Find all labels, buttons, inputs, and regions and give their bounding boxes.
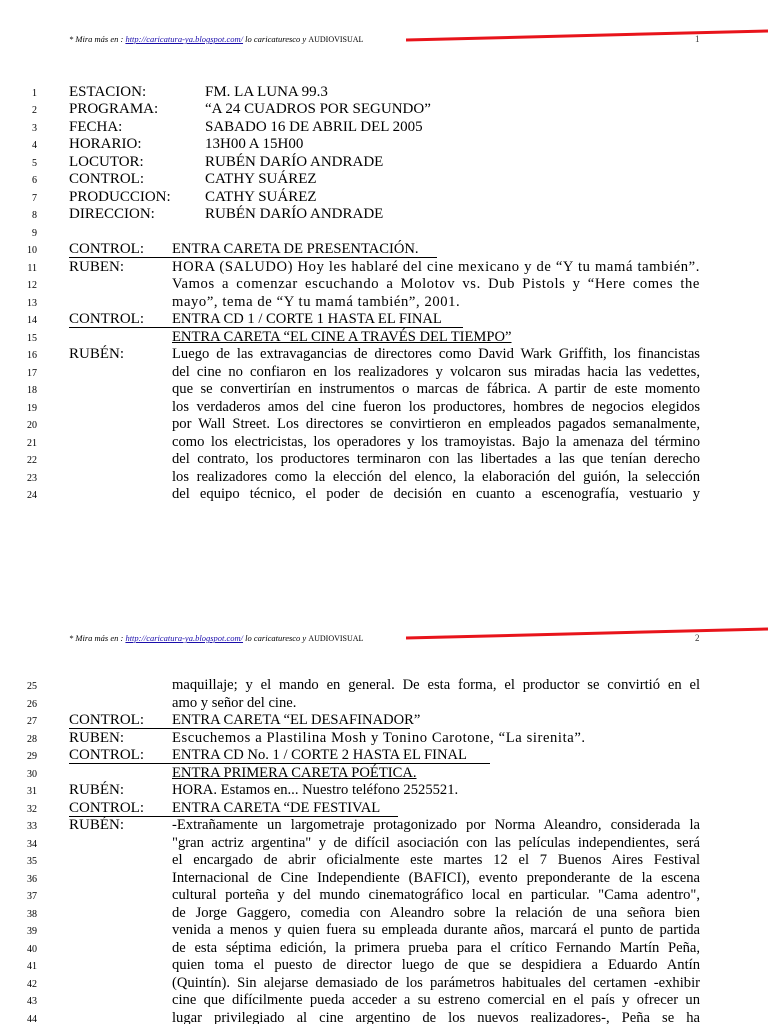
script-line <box>0 154 768 172</box>
line-number: 9 <box>32 228 37 239</box>
script-line <box>0 765 768 783</box>
cue-label-ruben: RUBEN: <box>69 259 125 275</box>
line-number: 18 <box>27 385 37 396</box>
cue-label-control: CONTROL: <box>69 747 144 763</box>
control-label: CONTROL: <box>69 171 144 187</box>
line-number: 44 <box>27 1014 37 1024</box>
line-number: 28 <box>27 734 37 745</box>
header-prefix: * Mira más en : <box>69 633 126 643</box>
line-number: 40 <box>27 944 37 955</box>
produccion-label: PRODUCCION: <box>69 189 171 205</box>
script-line <box>0 451 768 469</box>
line-number: 19 <box>27 403 37 414</box>
line-number: 15 <box>27 333 37 344</box>
line-number: 11 <box>27 263 37 274</box>
script-line <box>0 346 768 364</box>
script-text: amo y señor del cine. <box>172 695 297 711</box>
script-text: Luego de las extravagancias de directores como David Wark Griffith, los financistas <box>172 346 700 362</box>
script-text: que se convertirían en instrumentos o marcas de fábrica. A partir de este momento <box>172 381 700 397</box>
script-text: el encargado de abrir oficialmente este martes 12 el 7 Buenos Aires Festival <box>172 852 700 868</box>
script-text: HORA. Estamos en... Nuestro teléfono 2525521. <box>172 782 459 798</box>
blog-link[interactable]: http://caricatura-ya.blogspot.com/ <box>125 633 244 643</box>
header-suffix-caps: AUDIOVISUAL <box>308 634 364 643</box>
script-line <box>0 817 768 835</box>
line-number: 17 <box>27 368 37 379</box>
page-number: 1 <box>695 34 700 44</box>
line-number: 27 <box>27 716 37 727</box>
line-number: 38 <box>27 909 37 920</box>
programa-label: PROGRAMA: <box>69 101 159 117</box>
script-line <box>0 294 768 312</box>
page-2 <box>0 606 768 1024</box>
underline-rule <box>69 763 490 764</box>
script-text: -Extrañamente un largometraje protagonizado por Norma Aleandro, considerada la <box>172 817 700 833</box>
script-line <box>0 992 768 1010</box>
script-line <box>0 800 768 818</box>
script-line <box>0 957 768 975</box>
cue-label-control: CONTROL: <box>69 241 144 257</box>
line-number: 7 <box>32 193 37 204</box>
script-line <box>0 259 768 277</box>
line-number: 25 <box>27 681 37 692</box>
line-number: 22 <box>27 455 37 466</box>
script-text: Internacional de Cine Independiente (BAFICI), evento preponderante de la escena <box>172 870 700 886</box>
cue-label-control: CONTROL: <box>69 712 144 728</box>
script-text: como los electricistas, los operadores y los tramoyistas. Bajo la amenaza del término <box>172 434 700 450</box>
script-text: de esta séptima edición, la primera prueba para el crítico Fernando Martín Peña, <box>172 940 700 956</box>
cue-text: ENTRA CARETA “DE FESTIVAL <box>172 800 381 816</box>
script-line <box>0 364 768 382</box>
line-number: 23 <box>27 473 37 484</box>
script-line <box>0 136 768 154</box>
fecha-value: SABADO 16 DE ABRIL DEL 2005 <box>205 119 423 135</box>
estacion-value: FM. LA LUNA 99.3 <box>205 84 328 100</box>
script-line <box>0 311 768 329</box>
script-line <box>0 1010 768 1024</box>
red-rule-line <box>406 626 768 646</box>
locutor-value: RUBÉN DARÍO ANDRADE <box>205 154 384 170</box>
script-line <box>0 101 768 119</box>
locutor-label: LOCUTOR: <box>69 154 144 170</box>
control-value: CATHY SUÁREZ <box>205 171 317 187</box>
direccion-label: DIRECCION: <box>69 206 155 222</box>
script-line <box>0 189 768 207</box>
script-text: HORA (SALUDO) Hoy les hablaré del cine mexicano y de “Y tu mamá también”. <box>172 259 700 275</box>
script-text: lugar privilegiado al cine argentino de los nuevos realizadores-, Peña se ha <box>172 1010 700 1024</box>
script-line <box>0 782 768 800</box>
cue-text: ENTRA CD No. 1 / CORTE 2 HASTA EL FINAL <box>172 747 467 763</box>
script-line <box>0 870 768 888</box>
script-text: cine que difícilmente pueda acceder a su estreno comercial en el país y ofrecer un <box>172 992 700 1008</box>
line-number: 16 <box>27 350 37 361</box>
script-text: Escuchemos a Plastilina Mosh y Tonino Carotone, “La sirenita”. <box>172 730 586 746</box>
script-text: los verdaderos amos del cine fueron los productores, hombres de negocios elegidos <box>172 399 700 415</box>
script-line <box>0 747 768 765</box>
underline-rule <box>69 327 463 328</box>
page-header <box>69 633 363 643</box>
line-number: 35 <box>27 856 37 867</box>
script-line <box>0 486 768 504</box>
line-number: 20 <box>27 420 37 431</box>
script-text: Vamos a comenzar escuchando a Molotov vs. Dub Pistols y “Here comes the <box>172 276 700 292</box>
script-line <box>0 224 768 242</box>
line-number: 4 <box>32 140 37 151</box>
line-number: 32 <box>27 804 37 815</box>
script-line <box>0 835 768 853</box>
line-number: 26 <box>27 699 37 710</box>
line-number: 33 <box>27 821 37 832</box>
line-number: 2 <box>32 105 37 116</box>
line-number: 31 <box>27 786 37 797</box>
script-line <box>0 730 768 748</box>
script-text: cultural porteña y del mundo cinematográfico local en particular. "Cama adentro", <box>172 887 700 903</box>
script-line <box>0 381 768 399</box>
page-header <box>69 34 363 44</box>
line-number: 29 <box>27 751 37 762</box>
underline-rule <box>69 728 410 729</box>
script-line <box>0 119 768 137</box>
programa-value: “A 24 CUADROS POR SEGUNDO” <box>205 101 431 117</box>
line-number: 30 <box>27 769 37 780</box>
line-number: 24 <box>27 490 37 501</box>
cue-text: ENTRA CARETA “EL CINE A TRAVÉS DEL TIEMPO” <box>172 329 512 345</box>
script-line <box>0 241 768 259</box>
script-text: mayo”, tema de “Y tu mamá también”, 2001. <box>172 294 461 310</box>
script-line <box>0 712 768 730</box>
cue-label-ruben: RUBEN: <box>69 730 125 746</box>
script-text: "gran actriz argentina" y de difícil asociación con las películas independientes, será <box>172 835 700 851</box>
line-number: 10 <box>27 245 37 256</box>
line-number: 14 <box>27 315 37 326</box>
horario-value: 13H00 A 15H00 <box>205 136 304 152</box>
script-text: del equipo técnico, el poder de decisión en cuanto a escenografía, vestuario y <box>172 486 700 502</box>
script-line <box>0 905 768 923</box>
underline-rule <box>69 257 437 258</box>
line-number: 8 <box>32 210 37 221</box>
script-line <box>0 399 768 417</box>
cue-label-ruben: RUBÉN: <box>69 817 125 833</box>
cue-text: ENTRA PRIMERA CARETA POÉTICA. <box>172 765 417 781</box>
line-number: 13 <box>27 298 37 309</box>
line-number: 36 <box>27 874 37 885</box>
line-number: 41 <box>27 961 37 972</box>
line-number: 42 <box>27 979 37 990</box>
script-text: de Jorge Gaggero, comedia con Aleandro sobre la relación de una señora bien <box>172 905 700 921</box>
script-line <box>0 434 768 452</box>
script-text: los realizadores como la elección del elenco, la elaboración del guión, la selección <box>172 469 700 485</box>
cue-label-ruben: RUBÉN: <box>69 782 125 798</box>
script-line <box>0 469 768 487</box>
line-number: 6 <box>32 175 37 186</box>
header-suffix: lo caricaturesco y <box>243 34 309 44</box>
cue-label-control: CONTROL: <box>69 800 144 816</box>
line-number: 12 <box>27 280 37 291</box>
script-text: por Wall Street. Los directores se convirtieron en empleados pagados semanalmente, <box>172 416 700 432</box>
blog-link[interactable]: http://caricatura-ya.blogspot.com/ <box>125 34 244 44</box>
line-number: 1 <box>32 88 37 99</box>
script-text: del contrato, los productores terminaron con las libertades a las que tenían derecho <box>172 451 700 467</box>
script-line <box>0 416 768 434</box>
script-line <box>0 695 768 713</box>
cue-label-control: CONTROL: <box>69 311 144 327</box>
script-line <box>0 329 768 347</box>
script-line <box>0 922 768 940</box>
script-line <box>0 887 768 905</box>
script-line <box>0 206 768 224</box>
script-line <box>0 940 768 958</box>
script-text: quien toma el puesto de director luego de que se despidiera a Eduardo Antín <box>172 957 700 973</box>
script-text: maquillaje; y el mando en general. De esta forma, el productor se convirtió en el <box>172 677 700 693</box>
page-number: 2 <box>695 633 700 643</box>
script-line <box>0 852 768 870</box>
fecha-label: FECHA: <box>69 119 123 135</box>
script-text: venida a menos y quien fuera su empleada durante años, marcará el punto de partida <box>172 922 700 938</box>
estacion-label: ESTACION: <box>69 84 147 100</box>
script-line <box>0 171 768 189</box>
line-number: 43 <box>27 996 37 1007</box>
cue-text: ENTRA CD 1 / CORTE 1 HASTA EL FINAL <box>172 311 442 327</box>
line-number: 21 <box>27 438 37 449</box>
header-prefix: * Mira más en : <box>69 34 126 44</box>
script-line <box>0 276 768 294</box>
line-number: 39 <box>27 926 37 937</box>
produccion-value: CATHY SUÁREZ <box>205 189 317 205</box>
script-text: (Quintín). Sin alejarse demasiado de los parámetros habituales del certamen -exhibir <box>172 975 700 991</box>
script-line <box>0 84 768 102</box>
red-rule-line <box>406 28 768 48</box>
script-line <box>0 975 768 993</box>
horario-label: HORARIO: <box>69 136 142 152</box>
header-suffix-caps: AUDIOVISUAL <box>308 35 364 44</box>
line-number: 3 <box>32 123 37 134</box>
line-number: 34 <box>27 839 37 850</box>
line-number: 5 <box>32 158 37 169</box>
direccion-value: RUBÉN DARÍO ANDRADE <box>205 206 384 222</box>
line-number: 37 <box>27 891 37 902</box>
header-suffix: lo caricaturesco y <box>243 633 309 643</box>
script-text: del cine no confiaron en los realizadores y volcaron sus miradas hacia las vedettes, <box>172 364 700 380</box>
cue-label-ruben: RUBÉN: <box>69 346 125 362</box>
script-line <box>0 677 768 695</box>
cue-text: ENTRA CARETA DE PRESENTACIÓN. <box>172 241 419 257</box>
cue-text: ENTRA CARETA “EL DESAFINADOR” <box>172 712 421 728</box>
